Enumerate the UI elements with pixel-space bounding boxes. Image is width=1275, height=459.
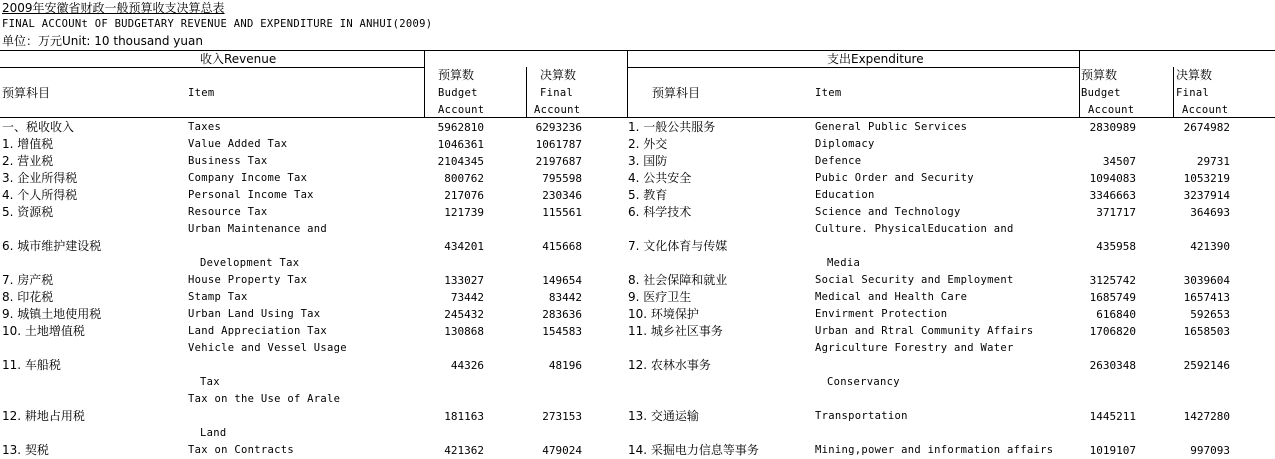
rev-row-final: 6293236 — [535, 121, 582, 134]
rev-row-item-cn: 3. 企业所得税 — [2, 171, 78, 185]
rev-row-item-en: House Property Tax — [188, 274, 308, 286]
exp-col-final-en2: Account — [1182, 104, 1229, 116]
grid-line-header-bottom — [0, 117, 1275, 118]
exp-row-item-en: Education — [815, 189, 875, 201]
exp-row-final: 1427280 — [1183, 410, 1230, 423]
exp-row-final: 1658503 — [1183, 325, 1230, 338]
exp-row-budget: 3125742 — [1089, 274, 1136, 287]
rev-row-item-en: Taxes — [188, 121, 222, 133]
exp-row-item-en: Mining,power and information affairs — [815, 444, 1054, 456]
exp-row-item-cn: 14. 采掘电力信息等事务 — [628, 443, 759, 457]
exp-row-item-en: Media — [827, 257, 861, 269]
rev-row-budget: 434201 — [444, 240, 484, 253]
rev-col-item-cn: 预算科目 — [2, 86, 51, 100]
rev-row-item-en: Tax — [200, 376, 220, 388]
rev-row-budget: 421362 — [444, 444, 484, 457]
exp-row-item-en: Defence — [815, 155, 862, 167]
rev-col-item-en: Item — [188, 87, 215, 99]
exp-row-budget: 3346663 — [1089, 189, 1136, 202]
exp-col-final-en1: Final — [1176, 87, 1210, 99]
unit-label: 单位：万元Unit: 10 thousand yuan — [2, 34, 203, 48]
rev-row-item-cn: 1. 增值税 — [2, 137, 54, 151]
exp-row-final: 2592146 — [1183, 359, 1230, 372]
rev-row-budget: 181163 — [444, 410, 484, 423]
revenue-section-header: 收入Revenue — [200, 52, 277, 66]
rev-col-final-en2: Account — [534, 104, 581, 116]
rev-row-budget: 2104345 — [437, 155, 484, 168]
rev-row-item-en: Land Appreciation Tax — [188, 325, 328, 337]
rev-row-final: 479024 — [542, 444, 582, 457]
exp-row-item-en: General Public Services — [815, 121, 968, 133]
exp-col-item-cn: 预算科目 — [652, 86, 701, 100]
rev-row-final: 273153 — [542, 410, 582, 423]
rev-row-item-cn: 7. 房产税 — [2, 273, 54, 287]
rev-col-budget-en2: Account — [438, 104, 485, 116]
exp-row-item-cn: 13. 交通运输 — [628, 409, 699, 423]
exp-col-item-en: Item — [815, 87, 842, 99]
exp-row-item-cn: 8. 社会保障和就业 — [628, 273, 728, 287]
rev-row-item-en: Urban Maintenance and — [188, 223, 328, 235]
exp-row-budget: 1445211 — [1089, 410, 1136, 423]
rev-row-item-en: Value Added Tax — [188, 138, 288, 150]
rev-row-budget: 1046361 — [437, 138, 484, 151]
rev-row-item-en: Development Tax — [200, 257, 300, 269]
rev-row-item-cn: 8. 印花税 — [2, 290, 54, 304]
exp-row-budget: 1706820 — [1089, 325, 1136, 338]
exp-row-budget: 1094083 — [1089, 172, 1136, 185]
rev-row-item-en: Stamp Tax — [188, 291, 248, 303]
exp-row-final: 3237914 — [1183, 189, 1230, 202]
rev-row-budget: 5962810 — [437, 121, 484, 134]
exp-row-item-cn: 6. 科学技术 — [628, 205, 692, 219]
exp-row-item-en: Medical and Health Care — [815, 291, 968, 303]
rev-row-item-cn: 9. 城镇土地使用税 — [2, 307, 102, 321]
grid-line-v2 — [526, 67, 527, 118]
exp-row-item-cn: 1. 一般公共服务 — [628, 120, 716, 134]
rev-row-item-cn: 10. 土地增值税 — [2, 324, 85, 338]
expenditure-section-header: 支出Expenditure — [827, 52, 924, 66]
exp-row-item-cn: 11. 城乡社区事务 — [628, 324, 723, 338]
rev-row-item-cn: 4. 个人所得税 — [2, 188, 78, 202]
exp-row-item-en: Transportation — [815, 410, 908, 422]
exp-row-item-cn: 7. 文化体育与传媒 — [628, 239, 728, 253]
rev-row-item-en: Land — [200, 427, 227, 439]
rev-row-item-en: Business Tax — [188, 155, 268, 167]
page-subtitle: FINAL ACCOUNt OF BUDGETARY REVENUE AND EXPENDITURE IN ANHUI(2009) — [2, 18, 433, 30]
rev-row-budget: 800762 — [444, 172, 484, 185]
rev-row-item-en: Urban Land Using Tax — [188, 308, 321, 320]
exp-row-item-cn: 3. 国防 — [628, 154, 668, 168]
exp-row-budget: 616840 — [1096, 308, 1136, 321]
rev-row-final: 83442 — [548, 291, 582, 304]
rev-row-item-cn: 13. 契税 — [2, 443, 49, 457]
rev-row-item-en: Personal Income Tax — [188, 189, 314, 201]
exp-row-budget: 1019107 — [1089, 444, 1136, 457]
exp-row-final: 421390 — [1190, 240, 1230, 253]
rev-row-item-en: Tax on the Use of Arale — [188, 393, 341, 405]
rev-col-budget-en1: Budget — [438, 87, 478, 99]
rev-row-item-cn: 6. 城市维护建设税 — [2, 239, 102, 253]
exp-row-item-cn: 5. 教育 — [628, 188, 668, 202]
rev-row-final: 154583 — [542, 325, 582, 338]
exp-row-final: 3039604 — [1183, 274, 1230, 287]
exp-row-item-en: Social Security and Employment — [815, 274, 1014, 286]
rev-row-final: 795598 — [542, 172, 582, 185]
rev-row-budget: 130868 — [444, 325, 484, 338]
rev-row-final: 1061787 — [535, 138, 582, 151]
exp-row-item-cn: 2. 外交 — [628, 137, 668, 151]
exp-row-item-cn: 4. 公共安全 — [628, 171, 692, 185]
rev-row-item-en: Resource Tax — [188, 206, 268, 218]
rev-row-budget: 121739 — [444, 206, 484, 219]
exp-row-item-en: Pubic Order and Security — [815, 172, 974, 184]
rev-row-final: 149654 — [542, 274, 582, 287]
exp-row-item-en: Agriculture Forestry and Water — [815, 342, 1014, 354]
exp-row-item-en: Conservancy — [827, 376, 900, 388]
rev-row-budget: 245432 — [444, 308, 484, 321]
exp-row-final: 29731 — [1196, 155, 1230, 168]
rev-row-item-cn: 一、税收收入 — [2, 120, 75, 134]
exp-row-final: 364693 — [1190, 206, 1230, 219]
grid-line-v4 — [1079, 50, 1080, 118]
exp-row-item-en: Envirment Protection — [815, 308, 948, 320]
exp-row-item-en: Diplomacy — [815, 138, 875, 150]
grid-line-v3 — [627, 50, 628, 118]
exp-col-budget-en1: Budget — [1081, 87, 1121, 99]
exp-col-budget-cn: 预算数 — [1081, 68, 1118, 82]
rev-row-item-en: Tax on Contracts — [188, 444, 294, 456]
exp-row-budget: 371717 — [1096, 206, 1136, 219]
rev-row-budget: 44326 — [450, 359, 484, 372]
rev-row-budget: 217076 — [444, 189, 484, 202]
exp-row-budget: 1685749 — [1089, 291, 1136, 304]
grid-line-v5 — [1173, 67, 1174, 118]
rev-row-item-en: Vehicle and Vessel Usage — [188, 342, 347, 354]
rev-row-item-cn: 12. 耕地占用税 — [2, 409, 85, 423]
exp-col-final-cn: 决算数 — [1176, 68, 1213, 82]
exp-row-item-cn: 10. 环境保护 — [628, 307, 699, 321]
rev-row-item-cn: 5. 资源税 — [2, 205, 54, 219]
rev-row-item-en: Company Income Tax — [188, 172, 308, 184]
exp-row-item-cn: 9. 医疗卫生 — [628, 290, 692, 304]
page-title: 2009年安徽省财政一般预算收支决算总表 — [2, 1, 225, 15]
rev-row-final: 230346 — [542, 189, 582, 202]
exp-row-final: 997093 — [1190, 444, 1230, 457]
rev-row-final: 48196 — [548, 359, 582, 372]
rev-row-budget: 133027 — [444, 274, 484, 287]
exp-row-final: 1053219 — [1183, 172, 1230, 185]
rev-row-item-cn: 11. 车船税 — [2, 358, 61, 372]
exp-row-final: 1657413 — [1183, 291, 1230, 304]
rev-row-final: 415668 — [542, 240, 582, 253]
exp-row-item-cn: 12. 农林水事务 — [628, 358, 711, 372]
rev-row-item-cn: 2. 营业税 — [2, 154, 54, 168]
exp-row-budget: 2630348 — [1089, 359, 1136, 372]
exp-row-budget: 2830989 — [1089, 121, 1136, 134]
rev-col-final-cn: 决算数 — [540, 68, 577, 82]
exp-row-item-en: Urban and Rtral Community Affairs — [815, 325, 1034, 337]
rev-row-budget: 73442 — [450, 291, 484, 304]
grid-line-v1 — [424, 50, 425, 118]
exp-row-item-en: Science and Technology — [815, 206, 961, 218]
rev-row-final: 115561 — [542, 206, 582, 219]
exp-col-budget-en2: Account — [1088, 104, 1135, 116]
exp-row-budget: 435958 — [1096, 240, 1136, 253]
rev-col-budget-cn: 预算数 — [438, 68, 475, 82]
exp-row-final: 592653 — [1190, 308, 1230, 321]
rev-row-final: 2197687 — [535, 155, 582, 168]
rev-row-final: 283636 — [542, 308, 582, 321]
exp-row-final: 2674982 — [1183, 121, 1230, 134]
rev-col-final-en1: Final — [540, 87, 574, 99]
grid-line-top — [0, 50, 1275, 51]
exp-row-item-en: Culture. PhysicalEducation and — [815, 223, 1014, 235]
exp-row-budget: 34507 — [1102, 155, 1136, 168]
